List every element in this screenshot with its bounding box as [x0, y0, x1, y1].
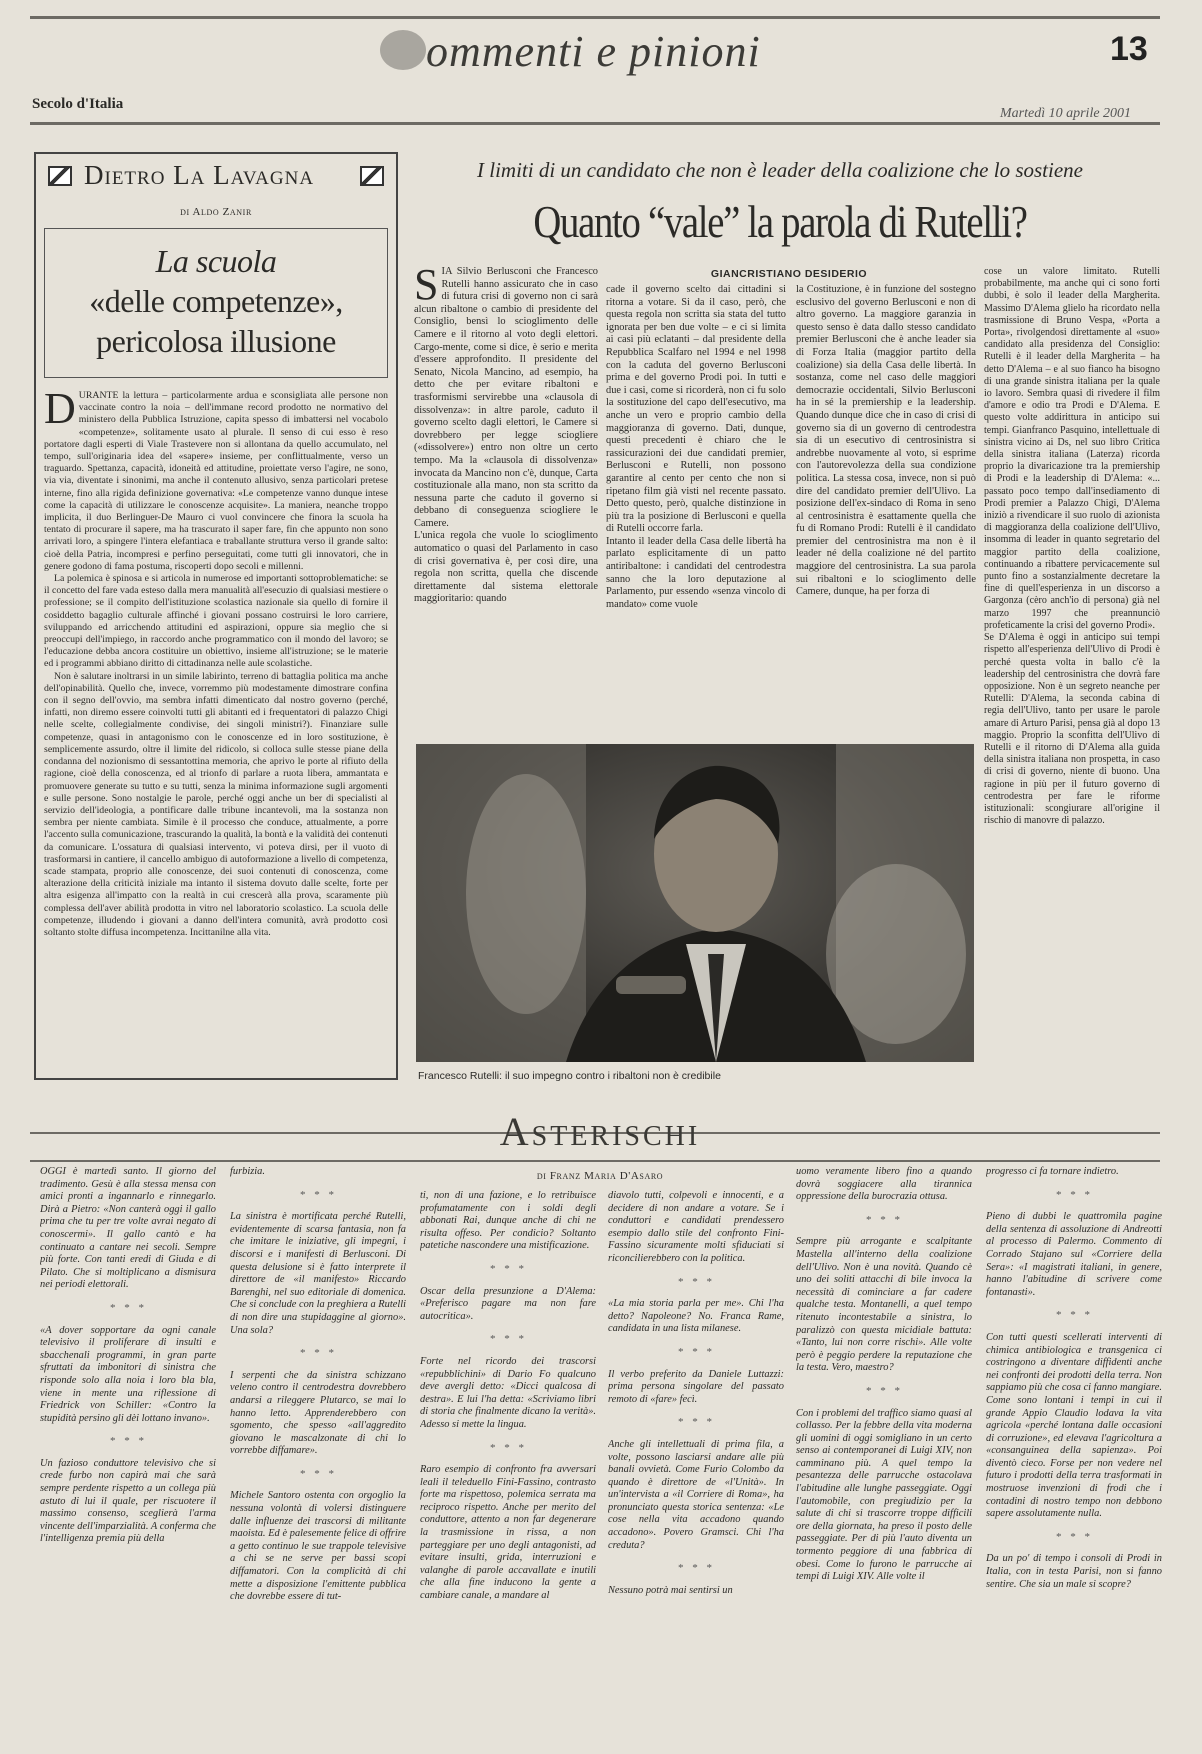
star-separator: * * *: [299, 1188, 337, 1201]
asterischi-text: [796, 1166, 972, 1584]
blackboard-icon: [48, 166, 72, 186]
asterischi-text: [420, 1190, 596, 1603]
title-cap-c-icon: [380, 30, 426, 70]
asterischi-item: Forte nel ricordo dei trascorsi «repubblichini» di Dario Fo qualcuno deve avergli detto: «Dicci qualcosa di destra». E lui l'ha detta: «Scriviamo libri di storia che finalmente dicano la verità». Adesso si mette la lingua.: [420, 1355, 596, 1430]
article-col-3: [796, 284, 976, 666]
asterischi-item: «La mia storia parla per me». Chi l'ha detto? Napoleone? No. Franca Rame, candidata in una lista milanese.: [608, 1298, 784, 1335]
asterischi-item: Un fazioso conduttore televisivo che si crede furbo non capirà mai che sarà sempre perdente rispetto a un collega più astuto di lui il quale, per riscuotere il massimo consenso, sceglierà l'arma vincente dell'imparzialità. A conferma che l'intelligenza premia più della: [40, 1457, 216, 1545]
article-text: cose un valore limitato. Rutelli probabilmente, ma anche qui ci sono forti dubbi, è solo il leader della Margherita. Massimo D'Alema glielo ha ricordato nella trasmissione di Bruno Vespa, «Porta a Porta», rivolgendosi direttamente al «suo» candidato alla presidenza del Consiglio: Rutelli è il leader della Margherita – ha detto D'Alema – e al suo fianco ha bisogno di una grande sinistra italiana per la quale io lavoro. Sembra quasi di rivedere il film d'amore e odio tra Prodi e D'Alema. E questo volte addirittura in anticipo sui tempi. Gianfranco Pasquino, intellettuale di sinistra vicino ai Ds, nel suo libro Critica della sinistra italiana (Laterza) ricorda proprio la divaricazione tra la premiership di Prodi e la leadership di D'Alema: «... passato poco tempo dall'insediamento di Prodi premier a Palazzo Chigi, D'Alema iniziò a rivendicare il suo ruolo di azionista di maggioranza della coalizione dell'Ulivo, insomma di leader in quanto segretario del maggior partito della coalizione, continuando a ribattere pervicacemente sul punto fino a sostanzialmente decretare la fine di quell'esperienza in un discorso a Gargonza (cèro anch'io di persona) già nel marzo 1997 che preannunciò profeticamente la crisi del governo Prodi». Se D'Alema è oggi in anticipo sui tempi rispetto all'esperienza dell'Ulivo di Prodi è perché questa volta in ballo c'è la leadership del centrosinistra che dovrà fare opposizione. Non è un segreto neanche per Rutelli: D'Alema, la seconda cabina di regia dell'Ulivo, tanto per usare le parole amare di Arturo Parisi, pensa già al dopo 13 maggio. Proprio la sconfitta dell'Ulivo di Rutelli e il ritorno di D'Alema alla guida della sinistra italiana non prospetta, in caso di crisi di governo, niente di buono. Una ragione in più per il futuro governo di centrodestra per fare le riforme istituzionali: scongiurare all'origine il rischio di manovre di palazzo.: [984, 266, 1160, 827]
newspaper-name: Secolo d'Italia: [32, 96, 124, 112]
star-separator: * * *: [109, 1435, 147, 1448]
asterischi-item: Sempre più arrogante e scalpitante Mastella all'interno della coalizione dell'Ulivo. Non è una novità. Quando cè uno dei soliti attacchi di bile invoca la necessità di cominciare a far cadere qualche testa. Montanelli, a quel tempo ritenuto incontestabile a sinistra, lo paralizzò con questa micidiale battuta: «Tanto, lui non corre rischi». Alle volte però è peggio perdere la reputazione che la testa. Vero, maestro?: [796, 1236, 972, 1374]
star-separator: * * *: [299, 1347, 337, 1360]
star-separator: * * *: [1055, 1530, 1093, 1543]
star-separator: * * *: [489, 1333, 527, 1346]
star-separator: * * *: [677, 1562, 715, 1575]
asterischi-item: Da un po' di tempo i consoli di Prodi in Italia, con in testa Parisi, non si fanno sentire. Che sia un male si scopre?: [986, 1553, 1162, 1590]
asterischi-title: Asterischi: [499, 1109, 701, 1154]
asterischi-col-1: [40, 1166, 216, 1740]
asterischi-item: Con i problemi del traffico siamo quasi al collasso. Per la febbre della vita moderna gli uomini di oggi somigliano in un certo senso ai contemporanei di Luigi XIV, non camminano più. A quel tempo la pesantezza delle parrucche ostacolava l'abitudine alle lunghe passeggiate. Oggi l'automobile, con pregiudizio per la salute di chi si trascorre troppe difficili ore della giornata, ha preso il posto delle passeggiate. Per di più l'auto diventa un tormento peggiore di una fabbrica di obesi. Come lo furono le parrucche ai tempi di Luigi XIV. Alle volte il: [796, 1407, 972, 1583]
article-photo: [416, 744, 974, 1062]
asterischi-col-3: [420, 1190, 596, 1740]
asterischi-item: diavolo tutti, colpevoli e innocenti, e a decidere di non andare a votare. Se i conduttori e candidati prendessero esempio dallo stile del confronto Fini-Fassino sicuramente molti sfiduciati si riconcilierebbero con la politica.: [608, 1190, 784, 1264]
left-article-body: [44, 390, 388, 1070]
left-headline-line3: pericolosa illusione: [96, 323, 336, 359]
asterischi-text: [608, 1190, 784, 1597]
left-headline-line1: La scuola: [155, 243, 277, 279]
top-rule: [30, 16, 1160, 19]
asterischi-item: I serpenti che da sinistra schizzano veleno contro il centrodestra dovrebbero andarsi a rileggere Plutarco, se mai lo hanno letto. Apprenderebbero con sgomento, che spesso «all'aggredito giovano le mascalzonate di chi lo vorrebbe diffamare».: [230, 1369, 406, 1457]
star-separator: * * *: [677, 1416, 715, 1429]
asterischi-item: Raro esempio di confronto fra avversari leali il teleduello Fini-Fassino, contrasto forte ma rispettoso, polemica serrata ma reciproco rispetto. Anche per merito del conduttore, attento a non far degenerare la trasmissione in rissa, a non parteggiare per uno degli antagonisti, ad evitare insulti, grida, interruzioni e valanghe di parole accavallate e inutili che alla fine inducono la gente a cambiare canale, a mandare al: [420, 1464, 596, 1602]
asterischi-col-6: [986, 1166, 1162, 1740]
asterischi-item: La sinistra è mortificata perché Rutelli, evidentemente di scarsa fantasia, non fa che imitare le iniziative, gli impegni, i discorsi e i manifesti di Berlusconi. Di questa delusione si è fatto interprete il direttore de «il manifesto» Riccardo Barenghi, nel suo editoriale di domenica. Che si conclude con la preghiera a Rutelli di non dire una stupidaggine al giorno». Una sola?: [230, 1211, 406, 1336]
asterischi-byline: di Franz Maria D'Asaro: [536, 1170, 664, 1182]
masthead-rule: [30, 122, 1160, 125]
asterischi-col-5: [796, 1166, 972, 1740]
star-separator: * * *: [677, 1275, 715, 1288]
left-paragraph: Non è salutare inoltrarsi in un simile labirinto, terreno di battaglia politica ma anche dell'opinabilità. Quello che, invece, vorremmo più modestamente dimostrare confina con il segno dell'ovvio, ma sembra infatti dimenticato dal nostro governo (perché, infatti, non diremo essere coinvolti tutti gli abitanti ed i frequentatori di palazzo Chigi nelle scelte, collegialmente condivise, dei singoli ministri?). Finanziare sulle competenze, quasi in antagonismo con le conoscenze ed in loro sostituzione, è semplicemente assurdo, oltre il limite del ridicolo, si colloca sulle stesse piane della condanna del nozionismo di sessantottina memoria, che aprivo le porte al rifiuto della ragione, cioè della conoscenza, ed al trionfo di parlare a ruota libera, ammantata e promuovere generate su tutto e su tutti, senza la minima informazione sugli argomenti e sulle persone. Sono nostalgie le parole, perché oggi anche un ber di specialisti al servizio dell'ideologia, a pontificare dalle tribune incantevoli, ma la sostanza non sembra per niente cambiata. Simile è il processo che conduce, attualmente, a porre l'accento sulla comunicazione, trascurando la qualità, la bontà e la validità dei contenuti da comunicare. L'ossatura di qualsiasi intervento, vi poteva dirsi, per il vuoto di trasformarsi in cantiere, il cancello ambiguo di autoformazione a livello di competenza, scade stampata, proprio alle conoscenze, dei suoi contenuti di conoscenza, come alterazione della criticità iniziale ma intanto il sistema dovuto dalle scelte, forte per altra esigenza all'impatto con la realtà in cui crescerà alla prova, scaramente più complessa dell'aver abilità prodotta in vitro nel laboratorio scolastico. La scuola delle competenze, illudendo i giovani a danno dell'intera comunità, avrà prodotto così soltanto stolte diffusa incompetenza. Incittanilne alla vita.: [44, 670, 388, 938]
left-drop-cap: D: [44, 390, 76, 433]
asterischi-item: Anche gli intellettuali di prima fila, a volte, possono lasciarsi andare alle più banali ovvietà. Come Furio Colombo da quando è direttore de «l'Unità». In un'intervista a «il Corriere di Roma», ha pronunciato questa storica sentenza: «Le cose nella vita accadono quando accadono». Povero Gramsci. Chi l'ha creduta?: [608, 1438, 784, 1551]
asterischi-text: [230, 1166, 406, 1604]
asterischi-item: «A dover sopportare da ogni canale televisivo il proliferare di insulti e sbacchenali programmi, in gran parte sfruttati da imbonitori di sinistra che risponde solo alla noia i loro bla bla, viene in mente una riflessione di Friedrick von Schiller: «Contro la stupidità persino gli dèi lottano invano».: [40, 1324, 216, 1424]
page-number: 13: [1110, 30, 1148, 68]
asterischi-item: Il verbo preferito da Daniele Luttazzi: prima persona singolare del passato remoto di «fare» fecì.: [608, 1368, 784, 1405]
article-col-1: [414, 266, 598, 666]
section-title-text: ommenti e pinioni: [426, 27, 761, 76]
photo-caption: Francesco Rutelli: il suo impegno contro i ribaltoni non è credibile: [418, 1070, 721, 1082]
asterischi-text: [986, 1166, 1162, 1591]
star-separator: * * *: [489, 1262, 527, 1275]
article-headline: Quanto “vale” la parola di Rutelli?: [533, 197, 1027, 247]
article-text: IA Silvio Berlusconi che Francesco Rutelli hanno assicurato che in caso di futura crisi di governo non ci sarà alcun ribaltone o cambio di presidente del Consiglio, bensì lo scioglimento delle Camere e il ritorno al voto degli elettori. Cargo-mente, come si dice, è serio e merita d'essere approfondito. Il presidente del Senato, Nicola Mancino, ad esempio, ha detto che per evitare ribaltoni e trasformismi servirebbe una «clausola di dissolvenza»: in altre parole, caduto il governo scelto dagli elettori, le Camere si dovrebbero per legge sciogliere («dissolvere») entro non oltre un certo tempo. Ma la «clausola di dissolvenza» invocata da Mancino non c'è, dunque, Carta costituzionale alla mano, non sta scritto da nessuna parte che caduto il governo si debbano di conseguenza sciogliere le Camere. L'unica regola che vuole lo scioglimento automatico o quasi del Parlamento in caso di crisi governativa è, per così dire, una regola non scritta, quella che discende direttamente dal sistema elettorale maggioritario: quando: [414, 266, 598, 605]
asterischi-item: uomo veramente libero fino a quando dovrà soggiacere alla tirannica oppressione della burocrazia ottusa.: [796, 1166, 972, 1203]
article-text: cade il governo scelto dai cittadini si ritorna a votare. Si da il caso, però, che questa regola non scritta sia stata del tutto ignorata per ben due volte – e ci si limita ai casi più eclatanti – dal presidente della Repubblica Scalfaro nel 1994 e nel 1998 con la caduta del governo Berlusconi prima e del governo Prodi poi. In tutti e due i casi, come si ricorderà, non ci fu solo la sostituzione del capo dell'esecutivo, ma anche un vero e proprio cambio della maggioranza di governo. Dati, dunque, questi precedenti è chiaro che le rassicurazioni dei due candidati premier, Berlusconi e Rutelli, non possono garantire al cento per cento che non si ripetano film già visti nel recente passato. Detto questo, però, qualche distinzione in più tra la posizione di Berlusconi e quella di Rutelli occorre farla. Intanto il leader della Casa delle libertà ha parlato esplicitamente di un patto antiribaltone: i candidati del centrodestra sanno che la loro deputazione al Parlamento, pur essendo «senza vincolo di mandato» come vuole: [606, 284, 786, 610]
star-separator: * * *: [1055, 1309, 1093, 1322]
star-separator: * * *: [299, 1467, 337, 1480]
star-separator: * * *: [1055, 1188, 1093, 1201]
asterischi-item: Con tutti questi scellerati interventi di chimica antibiologica e transgenica ci costringono a diventare diffidenti anche nei confronti dei prodotti della terra. Non sappiamo più che cosa ci fanno mangiare. Come sono lontani i tempi in cui il grande Appio Claudio lodava la vita agricola «perché lontana dalle occasioni di corruzione», ed elevava l'agricoltura a «consanguinea della sapienza». Poi diventò cieco. Forse per non vedere nel futuro i prodotti della terra trasformati in mostruose invenzioni di frodi che i contadini di nostro tempo non debbono sapere assolutamente nulla.: [986, 1331, 1162, 1520]
left-byline: di Aldo Zanir: [180, 206, 252, 218]
left-paragraph: La polemica è spinosa e si articola in numerose ed importanti sottoproblematiche: se il concetto del fare vada esteso dalla mera manualità all'esecuzio di qualsiasi mestiere o professione; se il compito dell'istituzione scolastica nazionale sia quello di fornire il cosiddetto bagaglio culturale affinché i giovani possano costruirsi le loro carriere, sviluppando ed arricchendo attitudini ed aspirazioni, oppure sia meglio che si preoccupi dell'impiego, in raccordo anche programmatico con il mondo del lavoro; se l'educazione debba ancora costituire un obiettivo, insieme all'istruzione; se le materie ed i programmi abbiano diritto di cittadinanza nelle aule scolastiche.: [44, 573, 388, 670]
left-headline-line2: «delle competenze»,: [89, 283, 343, 319]
asterischi-col-4: [608, 1190, 784, 1740]
article-text: la Costituzione, è in funzione del sostegno esclusivo del governo Berlusconi e non di altro governo. La maggiore garanzia in questo senso è data dallo stesso candidato premier Berlusconi che è anche leader sia di Forza Italia (maggior partito della coalizione) sia della Casa delle libertà. In sostanza, come nel caso delle maggiori democrazie occidentali, Silvio Berlusconi ha in sé la premiership e la leadership. Quando dunque dice che in caso di crisi di governo sia di un governo di centrodestra sia di un esecutivo di centrosinistra si andrebbe nuovamente al voto, si esprime con l'autorevolezza della sua condizione politica. La stessa cosa, invece, non si può dire del candidato premier dell'Ulivo. La posizione dell'ex-sindaco di Roma in seno al centrosinistra è esattamente quella che fu di Romano Prodi: Rutelli è il candidato premier del centrosinistra ma non è il leader né della coalizione né del partito maggiore del centrosinistra. La sua parola sui ribaltoni e lo scioglimento delle Camere, dunque, ha per forza di: [796, 284, 976, 598]
asterischi-item: OGGI è martedì santo. Il giorno del tradimento. Gesù è alla stessa mensa con amici pronti a ingannarlo e rinnegarlo. Dirà a Pietro: «Non canterà oggi il gallo prima che tu per tre volte avrai negato di conoscermi». Il gallo cantò e ha continuato a cantare nei secoli. Sempre più forte. Con tanti eredi di Giuda e di Pilato. Che si moltiplicano a dismisura nei periodi elettorali.: [40, 1166, 216, 1291]
star-separator: * * *: [677, 1345, 715, 1358]
asterischi-col-2: [230, 1166, 406, 1740]
asterischi-item: Pieno di dubbi le quattromila pagine della sentenza di assoluzione di Andreotti al processo di Palermo. Commento di Corrado Stajano sul «Corriere della Sera»: «I magistrati italiani, in genere, hanno l'abitudine di scrivere come fontanasti».: [986, 1211, 1162, 1298]
asterischi-item: Michele Santoro ostenta con orgoglio la nessuna volontà di volersi distinguere dalle influenze dei trascorsi di militante maoista. Ed è palesemente felice di offrire a getto continuo le sue trappole televisive a chi se ne serve per bassi scopi diffamatori. Con la complicità di chi mette a disposizione l'emittente pubblica che dovrebbe essere di tut-: [230, 1490, 406, 1603]
box-title: Dietro La Lavagna: [84, 160, 315, 190]
asterischi-item: ti, non di una fazione, e lo retribuisce profumatamente con i soldi degli abbonati Rai, dunque anche di chi ne risulta offeso. Per condicio? Soltanto patetiche nascondere una mistificazione.: [420, 1190, 596, 1252]
asterischi-item: progresso ci fa tornare indietro.: [986, 1166, 1119, 1177]
article-author: GIANCRISTIANO DESIDERIO: [710, 268, 868, 280]
star-separator: * * *: [109, 1301, 147, 1314]
asterischi-item: furbizia.: [230, 1166, 265, 1177]
issue-date: Martedì 10 aprile 2001: [1000, 106, 1132, 121]
asterischi-bottom-rule: [30, 1160, 1160, 1162]
star-separator: * * *: [489, 1441, 527, 1454]
asterischi-item: Nessuno potrà mai sentirsi un: [608, 1584, 733, 1596]
article-col-2: [606, 284, 786, 666]
article-drop-cap: S: [414, 266, 439, 309]
section-title: [380, 26, 761, 77]
asterischi-item: Oscar della presunzione a D'Alema: «Preferisco pagare ma non fare autocritica».: [420, 1285, 596, 1322]
left-paragraph: URANTE la lettura – particolarmente ardua e sconsigliata alle persone non vaccinate contro la noia – dell'immane record prodotto ne normativo del ministero della Pubblica Istruzione, capita spesso di imbattersi nel vocabolo «competenze», solitamente usato al plurale. Il senso di cui esso è reso portatore dagli esperti di Viale Trastevere non si allontana da quello accumulato, nel tempo, sull'originaria idea del «sapere» insieme, per conflittualmente, verso un traguardo. Spettanza, capacità, idoneità ed attitudine, proiettate verso l'agire, ne sono, via via, diventate i sinonimi, ma anche il contenuto allusivo, senza particolari pretese interne, fino alla rigida definizione governativa: «Le competenze vanno dunque intese come la capacità di utilizzare le conoscenze acquisite». La maniera, neanche troppo implicita, il duo Berlinguer-De Mauro ci vuol convincere che finora la scuola ha tentato di procurare il sapere, ma ha trascurato il saper fare, fin che appunto non sono arrivati loro, a spingere l'intera elefantiaca e traballante struttura verso il grande salto: cioè della Patria, incompresi e perfino perseguitati, come tutti gli innovatori, che in genere godono di fama postuma, riscoperti dopo secoli e millenni.: [44, 390, 388, 572]
article-kicker: I limiti di un candidato che non è leader della coalizione che lo sostiene: [477, 158, 1083, 182]
article-col-4: [984, 266, 1160, 1086]
portrait-illustration: [416, 744, 974, 1062]
box-header: [44, 162, 388, 192]
star-separator: * * *: [865, 1213, 903, 1226]
asterischi-text: [40, 1166, 216, 1546]
left-headline-box: [44, 228, 388, 378]
star-separator: * * *: [865, 1384, 903, 1397]
left-column: [34, 152, 398, 1080]
blackboard-icon: [360, 166, 384, 186]
